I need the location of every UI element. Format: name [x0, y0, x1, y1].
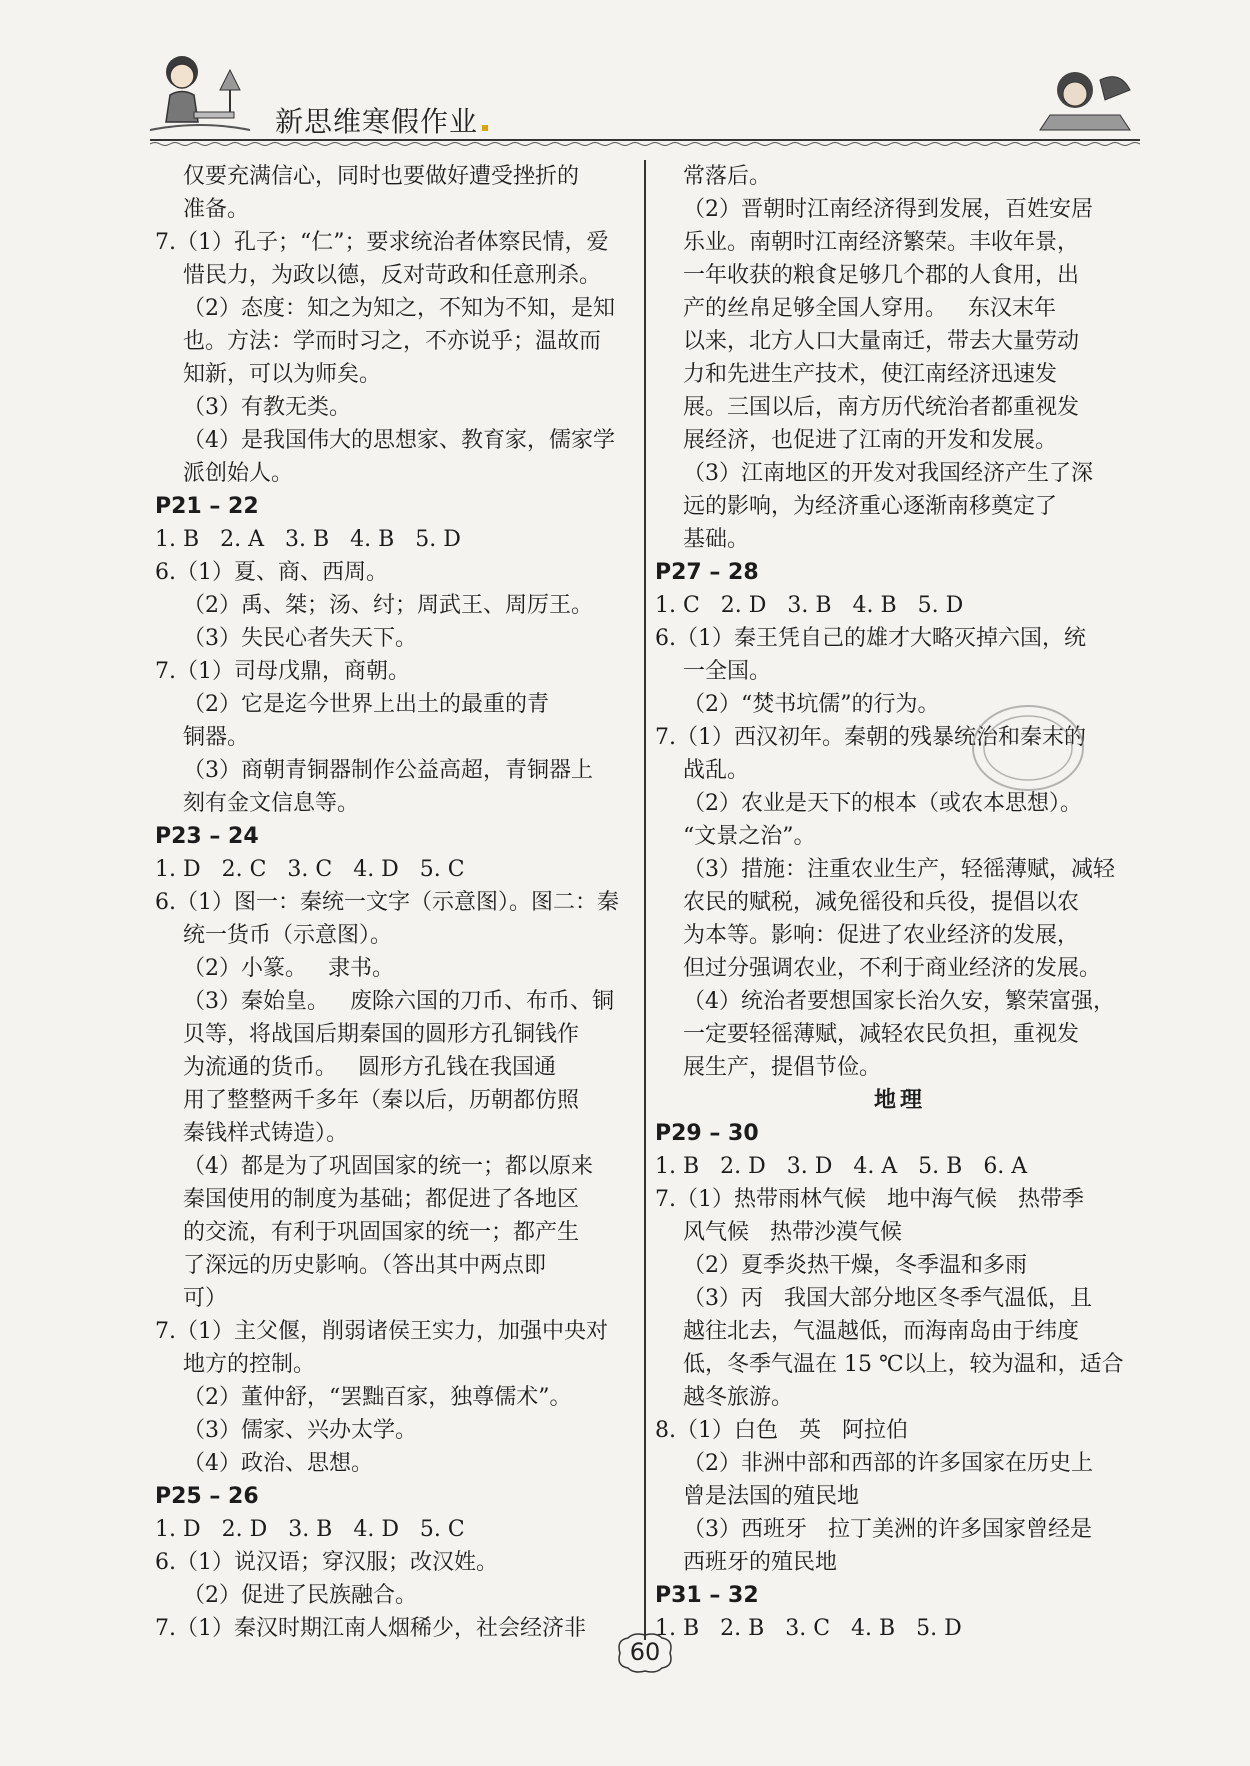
answer-line: （2）夏季炎热干燥，冬季温和多雨	[683, 1253, 1027, 1278]
header-divider	[150, 138, 1140, 146]
answer-line: （2）非洲中部和西部的许多国家在历史上	[683, 1451, 1093, 1476]
answer-line: 派创始人。	[183, 461, 294, 486]
answer-line: （2）促进了民族融合。	[183, 1583, 417, 1608]
answer-line: 1. B 2. B 3. C 4. B 5. D	[655, 1616, 962, 1641]
answer-line: 的交流，有利于巩固国家的统一；都产生	[183, 1220, 580, 1245]
answer-line: （3）西班牙 拉丁美洲的许多国家曾经是	[683, 1517, 1092, 1542]
answer-line: 常落后。	[683, 164, 772, 189]
answer-line: 7.（1）孔子；“仁”；要求统治者体察民情，爱	[155, 230, 609, 255]
page-number	[610, 1630, 680, 1676]
answer-line: 力和先进生产技术，使江南经济迅速发	[683, 362, 1058, 387]
section-heading: P27 – 28	[655, 560, 759, 585]
answer-line: 越冬旅游。	[683, 1385, 794, 1410]
answer-line: 一年收获的粮食足够几个郡的人食用，出	[683, 263, 1080, 288]
answer-line: 贝等，将战国后期秦国的圆形方孔铜钱作	[183, 1022, 580, 1047]
answer-line: 7.（1）司母戊鼎，商朝。	[155, 659, 410, 684]
answer-line: 秦国使用的制度为基础；都促进了各地区	[183, 1187, 580, 1212]
answer-line: 1. C 2. D 3. B 4. B 5. D	[655, 593, 964, 618]
answer-line: 远的影响，为经济重心逐渐南移奠定了	[683, 494, 1058, 519]
answer-line: 6.（1）夏、商、西周。	[155, 560, 388, 585]
answer-line: 惜民力，为政以德，反对苛政和任意刑杀。	[183, 263, 602, 288]
answer-line: （2）农业是天下的根本（或农本思想）。	[683, 791, 1082, 816]
answer-line: 统一货币（示意图）。	[183, 923, 393, 948]
answer-line: 战乱。	[683, 758, 750, 783]
answer-line: 1. D 2. C 3. C 4. D 5. C	[155, 857, 465, 882]
answer-line: （3）秦始皇。 废除六国的刀币、布币、铜	[183, 989, 614, 1014]
answer-line: 刻有金文信息等。	[183, 791, 360, 816]
answer-line: （4）都是为了巩固国家的统一；都以原来	[183, 1154, 593, 1179]
answer-line: （3）措施：注重农业生产，轻徭薄赋，减轻	[683, 857, 1115, 882]
answer-line: 为本等。影响：促进了农业经济的发展，	[683, 923, 1080, 948]
answer-line: 秦钱样式铸造）。	[183, 1121, 349, 1146]
page-number-text: 60	[629, 1638, 661, 1666]
answer-line: 西班牙的殖民地	[683, 1550, 838, 1575]
answer-line: 低，冬季气温在 15 ℃以上，较为温和，适合	[683, 1352, 1124, 1377]
answer-line: 用了整整两千多年（秦以后，历朝都仿照	[183, 1088, 580, 1113]
answer-line: 1. B 2. A 3. B 4. B 5. D	[155, 527, 461, 552]
answer-line: （3）有教无类。	[183, 395, 351, 420]
answer-line: 知新，可以为师矣。	[183, 362, 382, 387]
answer-line: 但过分强调农业，不利于商业经济的发展。	[683, 956, 1102, 981]
answer-line: （3）丙 我国大部分地区冬季气温低，且	[683, 1286, 1092, 1311]
answer-line: 为流通的货币。 圆形方孔钱在我国通	[183, 1055, 556, 1080]
answer-line: （3）江南地区的开发对我国经济产生了深	[683, 461, 1093, 486]
answer-line: （3）商朝青铜器制作公益高超，青铜器上	[183, 758, 593, 783]
answer-line: 6.（1）秦王凭自己的雄才大略灭掉六国，统	[655, 626, 1086, 651]
answer-line: （2）晋朝时江南经济得到发展，百姓安居	[683, 197, 1093, 222]
answer-line: （2）“焚书坑儒”的行为。	[683, 692, 940, 717]
answer-line: （2）董仲舒，“罢黜百家，独尊儒术”。	[183, 1385, 572, 1410]
answer-line: 可）	[183, 1286, 228, 1311]
answer-line: 展经济，也促进了江南的开发和发展。	[683, 428, 1058, 453]
section-heading: P23 – 24	[155, 824, 259, 849]
answer-line: （4）政治、思想。	[183, 1451, 373, 1476]
answer-line: 6.（1）说汉语；穿汉服；改汉姓。	[155, 1550, 498, 1575]
answer-line: “文景之治”。	[683, 824, 816, 849]
section-heading: P21 – 22	[155, 494, 259, 519]
section-heading: P29 – 30	[655, 1121, 759, 1146]
student-sleeping-illustration	[1030, 60, 1140, 140]
answer-line: （4）统治者要想国家长治久安，繁荣富强，	[683, 989, 1115, 1014]
section-heading: P31 – 32	[655, 1583, 759, 1608]
answer-line: 1. B 2. D 3. D 4. A 5. B 6. A	[655, 1154, 1028, 1179]
brand-title: 新思维寒假作业	[275, 100, 488, 140]
answer-line: 1. D 2. D 3. B 4. D 5. C	[155, 1517, 465, 1542]
answer-line: （3）失民心者失天下。	[183, 626, 417, 651]
answer-line: 以来，北方人口大量南迁，带去大量劳动	[683, 329, 1080, 354]
answer-line: 农民的赋税，减免徭役和兵役，提倡以农	[683, 890, 1080, 915]
answer-line: 7.（1）西汉初年。秦朝的残暴统治和秦末的	[655, 725, 1086, 750]
right-answer-column	[655, 160, 1145, 1645]
section-heading: P25 – 26	[155, 1484, 259, 1509]
answer-line: （2）态度：知之为知之，不知为不知，是知	[183, 296, 615, 321]
answer-line: 铜器。	[183, 725, 250, 750]
answer-line: 仅要充满信心，同时也要做好遭受挫折的	[183, 164, 580, 189]
answer-line: 乐业。南朝时江南经济繁荣。丰收年景，	[683, 230, 1080, 255]
answer-line: 7.（1）热带雨林气候 地中海气候 热带季	[655, 1187, 1084, 1212]
answer-line: 展生产，提倡节俭。	[683, 1055, 882, 1080]
answer-line: 风气候 热带沙漠气候	[683, 1220, 902, 1245]
subject-heading: 地理	[873, 1087, 926, 1113]
answer-line: （3）儒家、兴办太学。	[183, 1418, 417, 1443]
answer-line: 8.（1）白色 英 阿拉伯	[655, 1418, 908, 1443]
page-header	[150, 50, 1140, 145]
answer-line: 展。三国以后，南方历代统治者都重视发	[683, 395, 1080, 420]
answer-line: 一全国。	[683, 659, 772, 684]
answer-line: 了深远的历史影响。（答出其中两点即	[183, 1253, 547, 1278]
answer-line: 7.（1）秦汉时期江南人烟稀少，社会经济非	[155, 1616, 586, 1641]
answer-line: 也。方法：学而时习之，不亦说乎；温故而	[183, 329, 602, 354]
column-divider	[644, 160, 646, 1640]
seal-stamp	[968, 700, 1088, 795]
student-reading-illustration	[150, 50, 250, 140]
answer-line: （2）禹、桀；汤、纣；周武王、周厉王。	[183, 593, 593, 618]
answer-line: 地方的控制。	[183, 1352, 316, 1377]
answer-line: 产的丝帛足够全国人穿用。 东汉末年	[683, 296, 1056, 321]
answer-line: 准备。	[183, 197, 250, 222]
answer-line: （2）小篆。 隶书。	[183, 956, 394, 981]
answer-line: 7.（1）主父偃，削弱诸侯王实力，加强中央对	[155, 1319, 608, 1344]
answer-line: 一定要轻徭薄赋，减轻农民负担，重视发	[683, 1022, 1080, 1047]
answer-line: （2）它是迄今世界上出土的最重的青	[183, 692, 549, 717]
answer-line: 基础。	[683, 527, 750, 552]
answer-line: 曾是法国的殖民地	[683, 1484, 860, 1509]
answer-line: 越往北去，气温越低，而海南岛由于纬度	[683, 1319, 1080, 1344]
answer-line: 6.（1）图一：秦统一文字（示意图）。图二：秦	[155, 890, 619, 915]
left-answer-column	[155, 160, 645, 1645]
answer-line: （4）是我国伟大的思想家、教育家，儒家学	[183, 428, 615, 453]
